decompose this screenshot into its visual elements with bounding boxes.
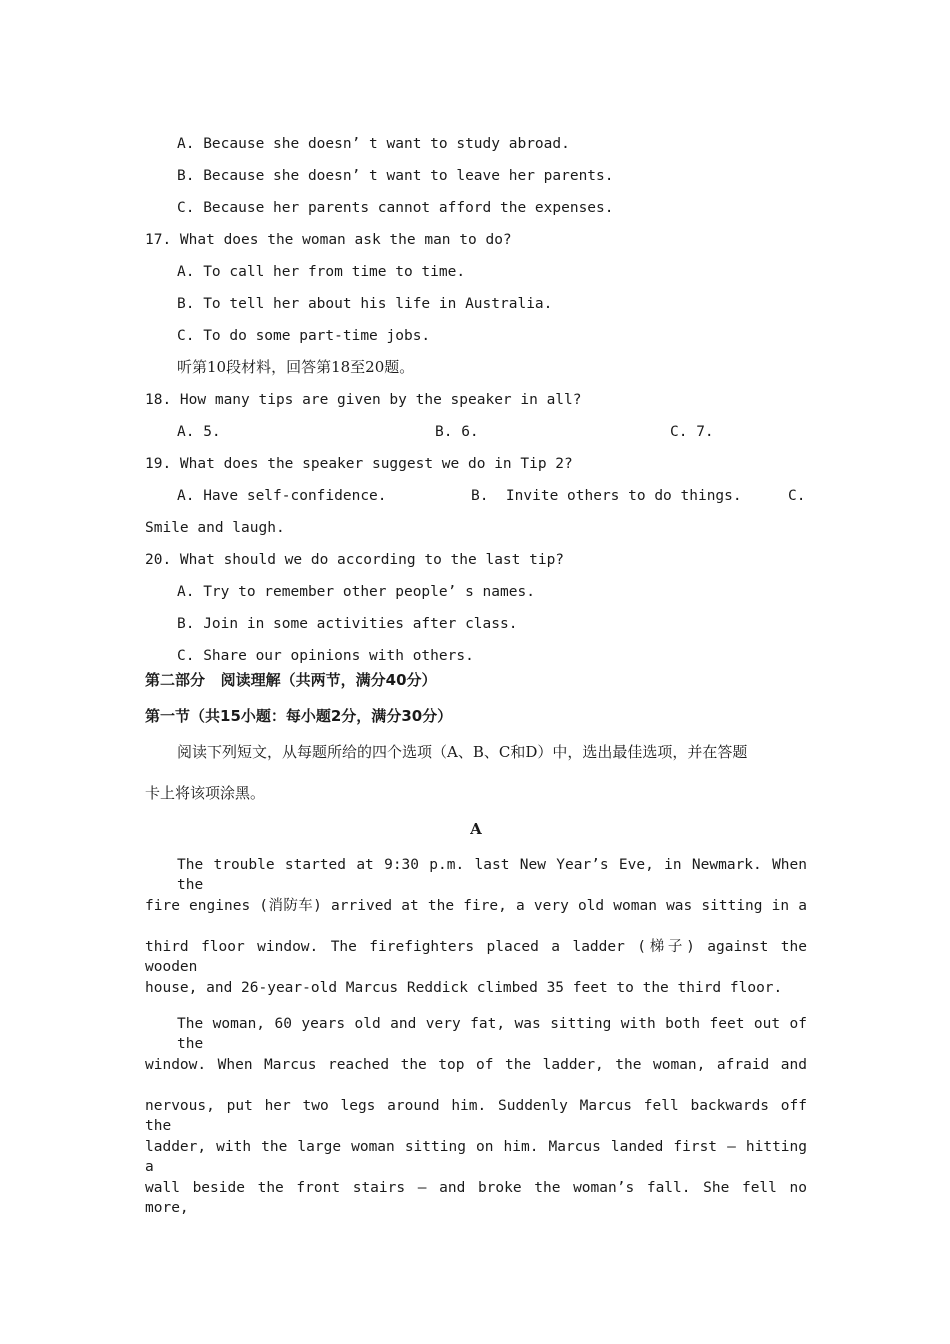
passage-line: ladder, with the large woman sitting on him. Marcus landed first — hitting a (145, 1139, 807, 1175)
passage-line: The trouble started at 9:30 p.m. last New Year’s Eve, in Newmark. When the (177, 857, 807, 893)
reading-instructions-line2: 卡上将该项涂黑。 (145, 784, 266, 802)
q20-option-c: C. Share our opinions with others. (177, 648, 474, 664)
passage-line: wall beside the front stairs — and broke the woman’s fall. She fell no more, (145, 1180, 807, 1216)
q17-option-a: A. To call her from time to time. (177, 264, 466, 280)
q17-option-c: C. To do some part-time jobs. (177, 328, 431, 344)
q17-option-b: B. To tell her about his life in Australia. (177, 296, 553, 312)
q19-option-c-prefix: C. (788, 488, 806, 504)
passage-line: house, and 26-year-old Marcus Reddick climbed 35 feet to the third floor. (145, 980, 783, 996)
q17-stem: 17. What does the woman ask the man to do? (145, 232, 512, 248)
reading-instructions-line1: 阅读下列短文，从每题所给的四个选项（A、B、C和D）中，选出最佳选项，并在答题 (177, 743, 748, 761)
q16-option-a: A. Because she doesn’ t want to study abroad. (177, 136, 570, 152)
q20-option-a: A. Try to remember other people’ s names. (177, 584, 535, 600)
passage-line: The woman, 60 years old and very fat, was sitting with both feet out of the (177, 1016, 807, 1052)
q16-option-b: B. Because she doesn’ t want to leave her parents. (177, 168, 614, 184)
section1-heading: 第一节（共15小题：每小题2分，满分30分） (145, 707, 453, 725)
q16-option-c: C. Because her parents cannot afford the expenses. (177, 200, 614, 216)
passage-line: window. When Marcus reached the top of the ladder, the woman, afraid and (145, 1057, 807, 1073)
q18-option-b: B. 6. (435, 424, 479, 440)
section10-instruction: 听第10段材料，回答第18至20题。 (177, 358, 415, 376)
q18-stem: 18. How many tips are given by the speaker in all? (145, 392, 582, 408)
passage-line: third floor window. The firefighters placed a ladder (梯子) against the wooden (145, 939, 807, 975)
q18-option-c: C. 7. (670, 424, 714, 440)
part2-heading: 第二部分 阅读理解（共两节，满分40分） (145, 671, 437, 689)
passage-line: fire engines (消防车) arrived at the fire, a very old woman was sitting in a (145, 898, 807, 914)
q20-option-b: B. Join in some activities after class. (177, 616, 518, 632)
q19-option-b: B. Invite others to do things. (471, 488, 742, 504)
passage-line: nervous, put her two legs around him. Suddenly Marcus fell backwards off the (145, 1098, 807, 1134)
q20-stem: 20. What should we do according to the last tip? (145, 552, 565, 568)
q19-option-c-text: Smile and laugh. (145, 520, 285, 536)
q19-option-a: A. Have self-confidence. (177, 488, 387, 504)
q19-stem: 19. What does the speaker suggest we do in Tip 2? (145, 456, 573, 472)
passage-label: A (470, 820, 482, 838)
q18-option-a: A. 5. (177, 424, 221, 440)
